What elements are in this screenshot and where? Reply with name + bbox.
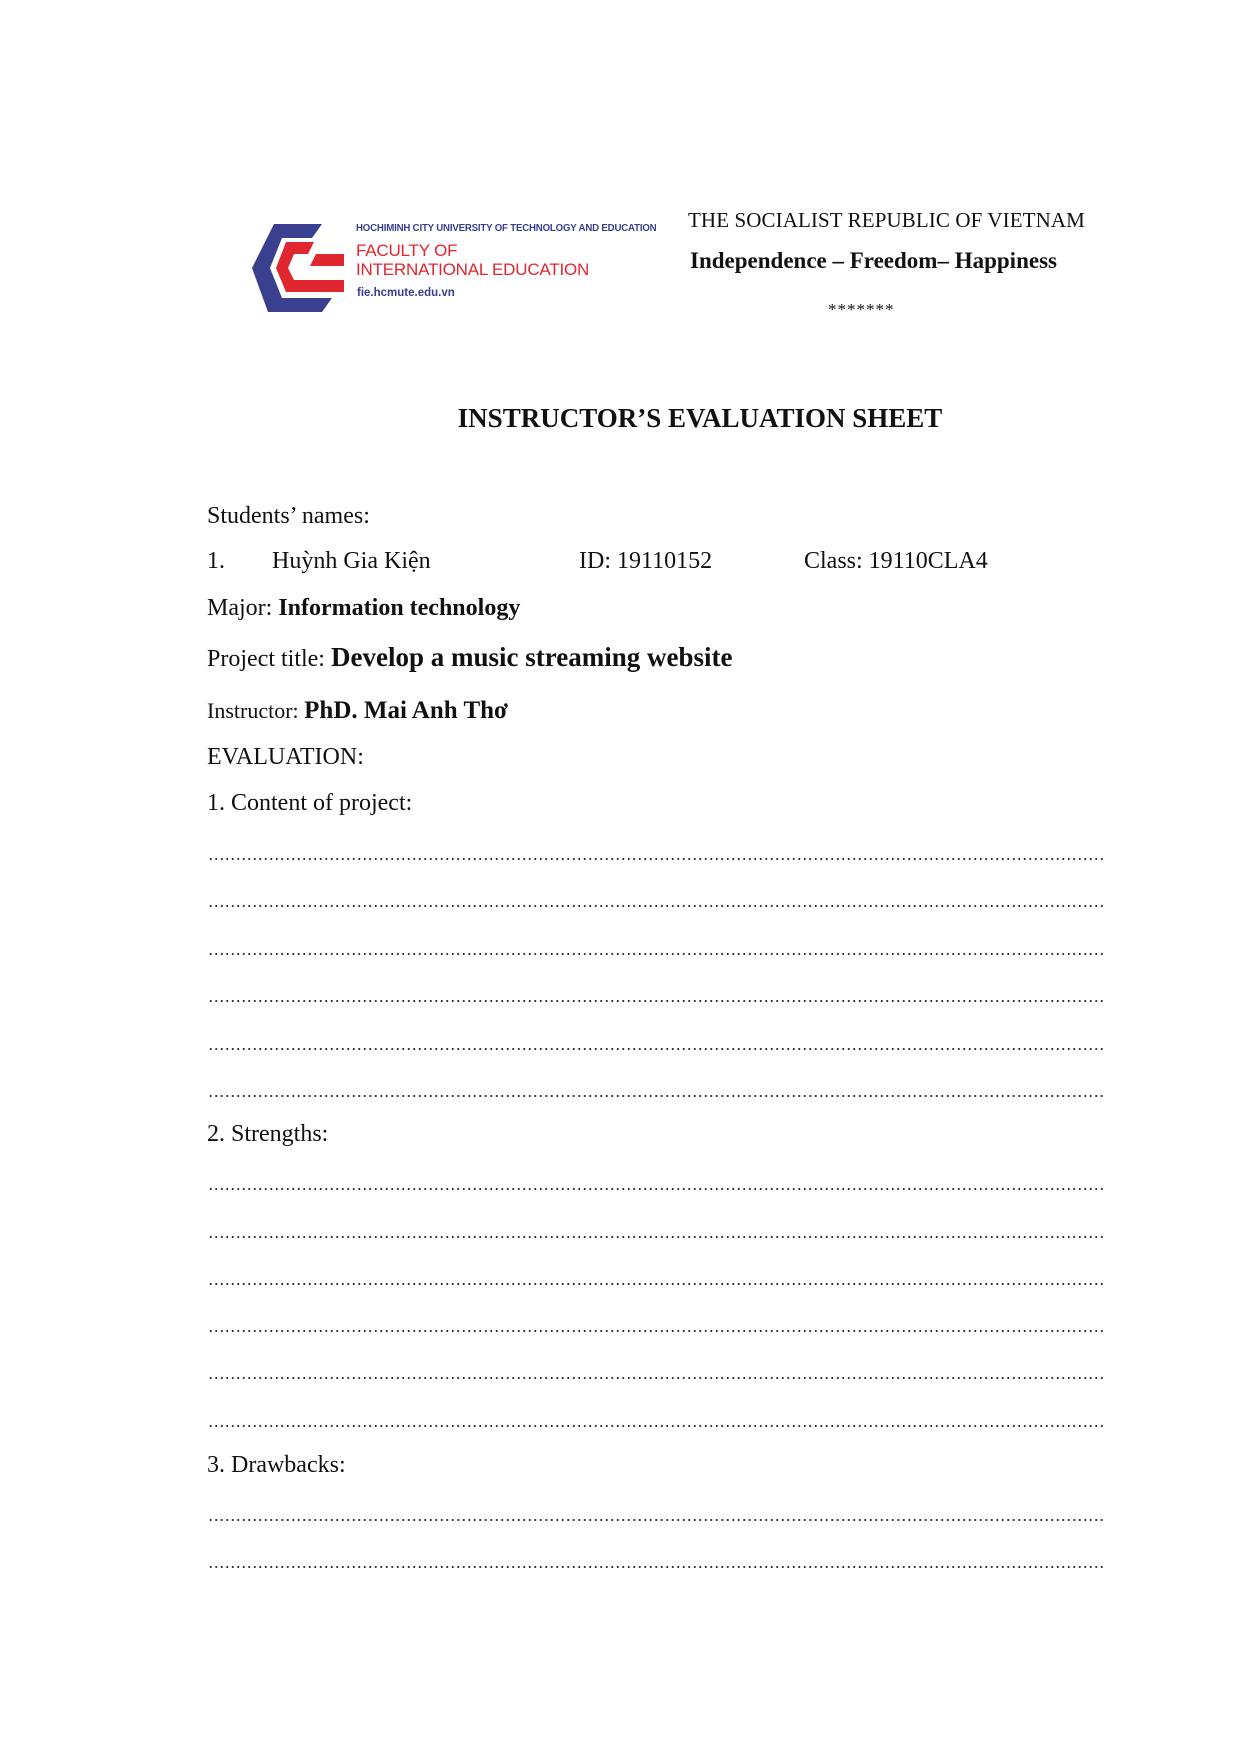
project-value: Develop a music streaming website [330,642,733,672]
logo-faculty-line1: FACULTY OF [356,241,458,260]
blank-line [208,1329,1106,1333]
logo-university-name: HOCHIMINH CITY UNIVERSITY OF TECHNOLOGY AND EDUCATION [356,222,657,234]
header-stars: ******* [828,300,895,319]
blank-line [208,1047,1106,1051]
section-drawbacks-label: 3. Drawbacks: [207,1452,346,1478]
logo-website: fie.hcmute.edu.vn [357,287,455,299]
project-label: Project title: [207,646,331,672]
republic-heading: THE SOCIALIST REPUBLIC OF VIETNAM [688,208,1085,232]
instructor-value: PhD. Mai Anh Thơ [304,697,508,724]
student-name: Huỳnh Gia Kiện [272,548,431,574]
blank-line [208,1424,1106,1428]
students-label: Students’ names: [207,503,370,529]
national-motto: Independence – Freedom– Happiness [690,248,1057,273]
blank-line [208,1282,1106,1286]
blank-line [208,999,1106,1003]
section-strengths-label: 2. Strengths: [207,1121,329,1147]
major-value: Information technology [278,595,521,621]
blank-line [208,952,1106,956]
student-id: ID: 19110152 [579,548,713,574]
evaluation-label: EVALUATION: [207,744,364,770]
blank-line [208,1235,1106,1239]
instructor-label: Instructor: [207,698,305,723]
blank-line [208,1376,1106,1380]
blank-line [208,1518,1106,1522]
blank-line [208,857,1106,861]
faculty-logo [252,218,657,314]
logo-mark-icon [252,222,348,314]
major-line [207,595,520,622]
section-content-label: 1. Content of project: [207,790,413,816]
blank-line [208,1565,1106,1569]
blank-line [208,1094,1106,1098]
major-label: Major: [207,595,279,621]
blank-line [208,1187,1106,1191]
blank-line [208,904,1106,908]
project-line [207,642,732,673]
student-number: 1. [207,548,225,574]
instructor-line [207,697,508,725]
student-class: Class: 19110CLA4 [804,548,988,574]
logo-faculty-line2: INTERNATIONAL EDUCATION [356,260,590,279]
document-title: INSTRUCTOR’S EVALUATION SHEET [457,403,943,433]
